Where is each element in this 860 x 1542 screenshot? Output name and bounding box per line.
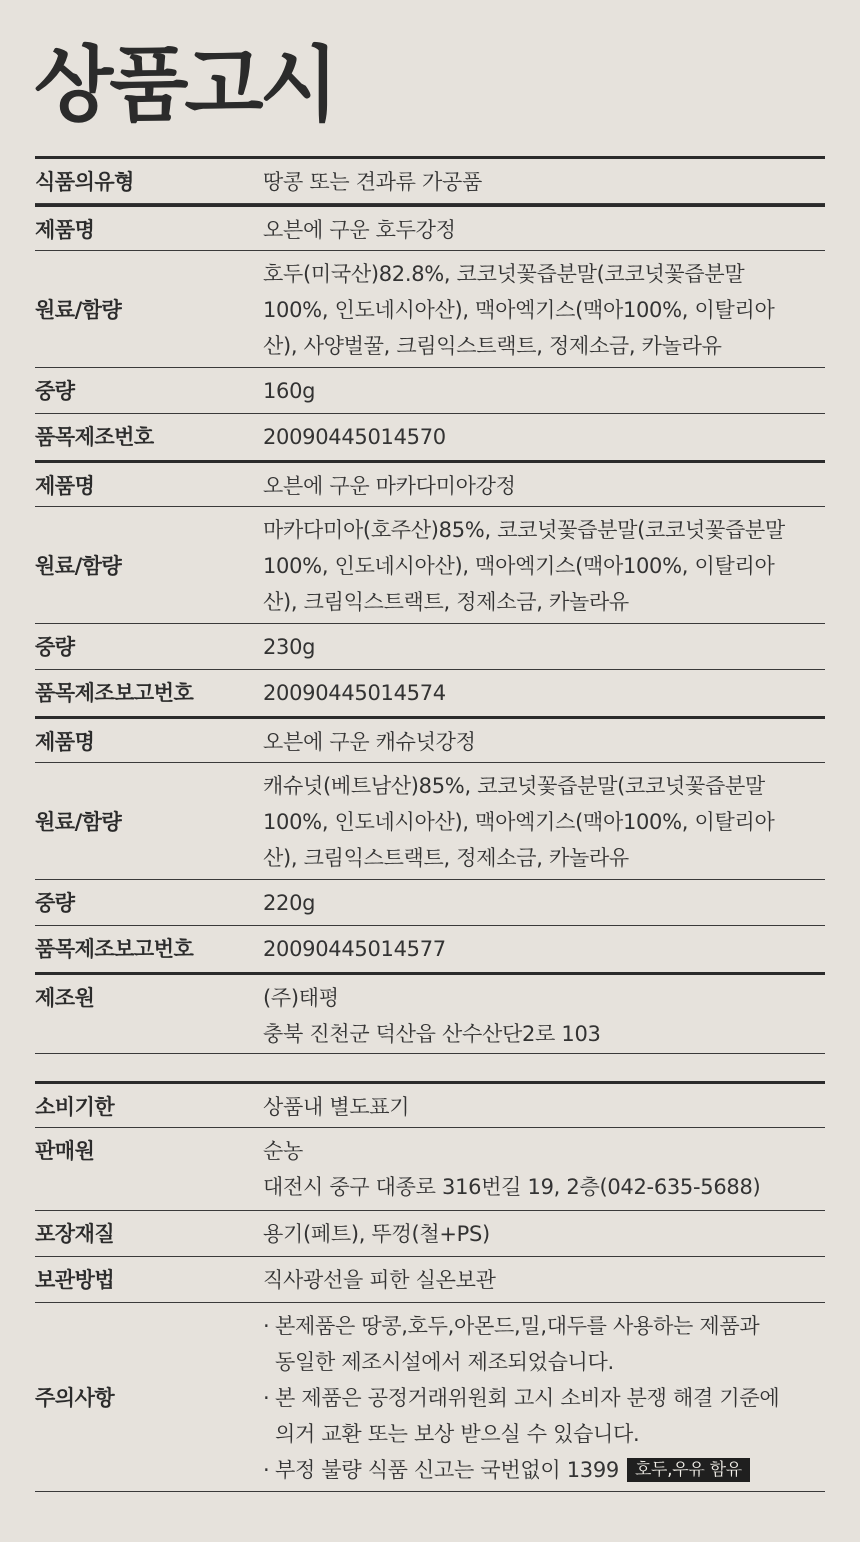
- caution-line: 본제품은 땅콩,호두,아몬드,밀,대두를 사용하는 제품과: [275, 1313, 760, 1338]
- product-name-label: 제품명: [35, 218, 95, 242]
- bullet-icon: ·: [263, 1457, 270, 1482]
- ingredients-row: [35, 507, 825, 624]
- report-number-label: 품목제조번호: [35, 425, 154, 449]
- sales-info-table: [35, 1081, 825, 1492]
- weight-label: 중량: [35, 891, 75, 915]
- ingredients-line: 산), 사양벌꿀, 크림익스트랙트, 정제소금, 카놀라유: [263, 333, 722, 358]
- packaging-row: [35, 1211, 825, 1257]
- packaging-value: 용기(페트), 뚜껑(철+PS): [263, 1222, 490, 1246]
- ingredients-label: 원료/함량: [35, 809, 122, 834]
- ingredients-line: 산), 크림익스트랙트, 정제소금, 카놀라유: [263, 845, 629, 870]
- ingredients-line: 산), 크림익스트랙트, 정제소금, 카놀라유: [263, 589, 629, 614]
- storage-row: [35, 1257, 825, 1303]
- seller-name: 순농: [263, 1139, 303, 1163]
- weight-row: [35, 368, 825, 414]
- report-number-label: 품목제조보고번호: [35, 937, 194, 961]
- storage-value: 직사광선을 피한 실온보관: [263, 1268, 496, 1292]
- manufacturer-name: (주)태평: [263, 986, 339, 1010]
- product-info-table: [35, 156, 825, 1054]
- caution-item: [263, 1308, 825, 1380]
- allergen-badge: 호두,우유 함유: [627, 1458, 750, 1482]
- expiry-value: 상품내 별도표기: [263, 1095, 410, 1119]
- weight-value: 230g: [263, 635, 316, 659]
- seller-row: [35, 1128, 825, 1211]
- seller-value: [263, 1128, 825, 1209]
- caution-line: 부정 불량 식품 신고는 국번없이 1399: [275, 1457, 619, 1482]
- product-name-label: 제품명: [35, 730, 95, 754]
- product-name-label: 제품명: [35, 474, 95, 498]
- report-number-value: 20090445014570: [263, 425, 446, 449]
- seller-address: 대전시 중구 대종로 316번길 19, 2층(042-635-5688): [263, 1175, 761, 1199]
- weight-label: 중량: [35, 635, 75, 659]
- product-name-row: [35, 716, 825, 763]
- weight-row: [35, 624, 825, 670]
- ingredients-value: [263, 507, 825, 624]
- page-title: 상품고시: [34, 38, 335, 133]
- ingredients-line: 캐슈넛(베트남산)85%, 코코넛꽃즙분말(코코넛꽃즙분말: [263, 773, 765, 798]
- product-name-row: [35, 204, 825, 251]
- weight-label: 중량: [35, 379, 75, 403]
- food-type-label: 식품의유형: [35, 170, 134, 194]
- manufacturer-row: [35, 972, 825, 1054]
- ingredients-line: 100%, 인도네시아산), 맥아엑기스(맥아100%, 이탈리아: [263, 297, 775, 322]
- ingredients-line: 100%, 인도네시아산), 맥아엑기스(맥아100%, 이탈리아: [263, 809, 775, 834]
- product-name-value: 오븐에 구운 캐슈넛강정: [263, 730, 476, 754]
- ingredients-label: 원료/함량: [35, 553, 122, 578]
- product-name-row: [35, 460, 825, 507]
- food-type-row: [35, 156, 825, 204]
- ingredients-value: [263, 251, 825, 368]
- bullet-icon: ·: [263, 1385, 270, 1410]
- caution-item: [263, 1452, 825, 1488]
- weight-row: [35, 880, 825, 926]
- ingredients-label: 원료/함량: [35, 297, 122, 322]
- ingredients-value: [263, 763, 825, 880]
- caution-item: [263, 1380, 825, 1452]
- seller-label: 판매원: [35, 1139, 95, 1163]
- bullet-icon: ·: [263, 1313, 270, 1338]
- manufacturer-value: [263, 975, 825, 1056]
- report-number-value: 20090445014574: [263, 681, 446, 705]
- caution-line: 의거 교환 또는 보상 받으실 수 있습니다.: [275, 1421, 640, 1446]
- weight-value: 160g: [263, 379, 316, 403]
- weight-value: 220g: [263, 891, 316, 915]
- expiry-label: 소비기한: [35, 1095, 115, 1119]
- ingredients-row: [35, 251, 825, 368]
- caution-line: 동일한 제조시설에서 제조되었습니다.: [275, 1349, 614, 1374]
- product-name-value: 오븐에 구운 호두강정: [263, 218, 456, 242]
- ingredients-line: 100%, 인도네시아산), 맥아엑기스(맥아100%, 이탈리아: [263, 553, 775, 578]
- expiry-row: [35, 1081, 825, 1128]
- report-number-row: [35, 670, 825, 716]
- report-number-row: [35, 414, 825, 460]
- report-number-value: 20090445014577: [263, 937, 446, 961]
- manufacturer-address: 충북 진천군 덕산읍 산수산단2로 103: [263, 1022, 601, 1046]
- product-name-value: 오븐에 구운 마카다미아강정: [263, 474, 516, 498]
- storage-label: 보관방법: [35, 1268, 115, 1292]
- food-type-value: 땅콩 또는 견과류 가공품: [263, 170, 482, 194]
- report-number-row: [35, 926, 825, 972]
- caution-line-with-badge: [275, 1452, 825, 1488]
- caution-line: 본 제품은 공정거래위원회 고시 소비자 분쟁 해결 기준에: [275, 1385, 780, 1410]
- ingredients-line: 마카다미아(호주산)85%, 코코넛꽃즙분말(코코넛꽃즙분말: [263, 517, 785, 542]
- packaging-label: 포장재질: [35, 1222, 115, 1246]
- ingredients-row: [35, 763, 825, 880]
- ingredients-line: 호두(미국산)82.8%, 코코넛꽃즙분말(코코넛꽃즙분말: [263, 261, 745, 286]
- caution-row: [35, 1303, 825, 1492]
- caution-label: 주의사항: [35, 1385, 115, 1410]
- caution-value: [263, 1303, 825, 1492]
- manufacturer-label: 제조원: [35, 986, 95, 1010]
- report-number-label: 품목제조보고번호: [35, 681, 194, 705]
